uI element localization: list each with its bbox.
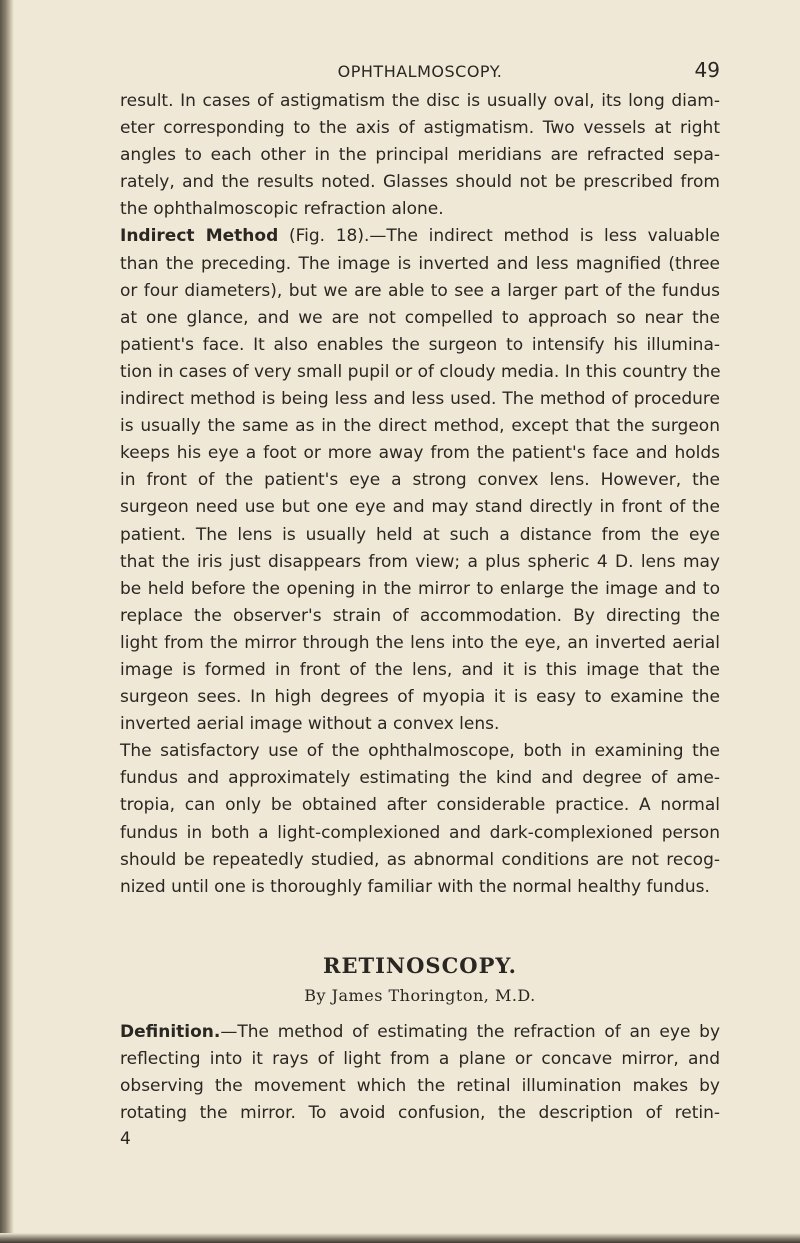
indirect-method-heading: Indirect Method — [120, 226, 279, 247]
paragraph-definition — [120, 1019, 720, 1127]
text-line: fundus and approximately estimating the kind and degree of ame- — [120, 768, 720, 789]
text-line — [120, 1019, 720, 1046]
text-line: tion in cases of very small pupil or of cloudy media. In this country the — [120, 361, 721, 382]
text-line: than the preceding. The image is inverted and less magnified (three — [120, 253, 720, 274]
text-line: image is formed in front of the lens, and it is this image that the — [120, 659, 720, 680]
text-line: patient. The lens is usually held at such a distance from the eye — [120, 524, 720, 545]
page-header — [120, 58, 720, 88]
signature-mark: 4 — [120, 1129, 131, 1150]
text-line: surgeon sees. In high degrees of myopia it is easy to examine the — [120, 687, 720, 708]
text-line: replace the observer's strain of accommodation. By directing the — [120, 605, 720, 626]
page-number: 49 — [694, 58, 720, 82]
text-line: fundus in both a light-complexioned and dark-complexioned person — [120, 822, 720, 843]
text-line: keeps his eye a foot or more away from the patient's face and holds — [120, 443, 720, 464]
text-line: rotating the mirror. To avoid confusion, the description of retin- — [120, 1103, 720, 1124]
text-line: at one glance, and we are not compelled to approach so near the — [120, 307, 720, 328]
text-line: surgeon need use but one eye and may stand directly in front of the — [120, 497, 720, 518]
section-title: RETINOSCOPY. — [323, 952, 517, 978]
text-line: rately, and the results noted. Glasses should not be prescribed from — [120, 172, 720, 193]
running-head: OPHTHALMOSCOPY. — [337, 62, 503, 81]
text-line: or four diameters), but we are able to see a larger part of the fundus — [120, 280, 720, 301]
text-line: angles to each other in the principal meridians are refracted sepa- — [120, 145, 720, 166]
text-line: nized until one is thoroughly familiar with the normal healthy fundus. — [120, 876, 710, 897]
text-line: result. In cases of astigmatism the disc is usually oval, its long diam- — [120, 91, 720, 111]
book-binding-shadow — [0, 0, 14, 1243]
text-line: inverted aerial image without a convex lens. — [120, 714, 500, 735]
text-fragment: —The method of estimating the refraction of an eye by — [220, 1021, 720, 1042]
text-line: the ophthalmoscopic refraction alone. — [120, 199, 444, 220]
paragraph-satisfactory-use — [120, 738, 720, 901]
text-line: light from the mirror through the lens into the eye, an inverted aerial — [120, 632, 720, 653]
text-line: tropia, can only be obtained after considerable practice. A normal — [120, 795, 720, 816]
text-line: reflecting into it rays of light from a plane or concave mirror, and — [120, 1048, 720, 1069]
page-bottom-edge — [0, 1233, 800, 1243]
text-line: observing the movement which the retinal illumination makes by — [120, 1076, 720, 1096]
text-line: is usually the same as in the direct method, except that the surgeon — [120, 416, 720, 437]
definition-heading: Definition. — [120, 1021, 221, 1042]
text-line: be held before the opening in the mirror to enlarge the image and to — [120, 578, 720, 599]
text-line: eter corresponding to the axis of astigmatism. Two vessels at right — [120, 118, 720, 139]
text-line: The satisfactory use of the ophthalmoscope, both in examining the — [120, 741, 720, 762]
paragraph-astigmatism — [120, 88, 720, 223]
text-line: patient's face. It also enables the surgeon to intensify his illumina- — [120, 334, 720, 355]
section-gap — [120, 901, 720, 953]
text-line: should be repeatedly studied, as abnormal conditions are not recog- — [120, 849, 720, 870]
book-page — [120, 58, 720, 1149]
text-line: in front of the patient's eye a strong convex lens. However, the — [120, 470, 720, 491]
text-line: indirect method is being less and less used. The method of procedure — [120, 389, 720, 410]
text-fragment: (Fig. 18).—The indirect method is less valuable — [278, 226, 721, 247]
author-byline: By James Thorington, M.D. — [304, 985, 536, 1005]
text-line — [120, 223, 720, 250]
text-line: that the iris just disappears from view; a plus spheric 4 D. lens may — [120, 551, 720, 572]
paragraph-indirect-method — [120, 223, 720, 738]
